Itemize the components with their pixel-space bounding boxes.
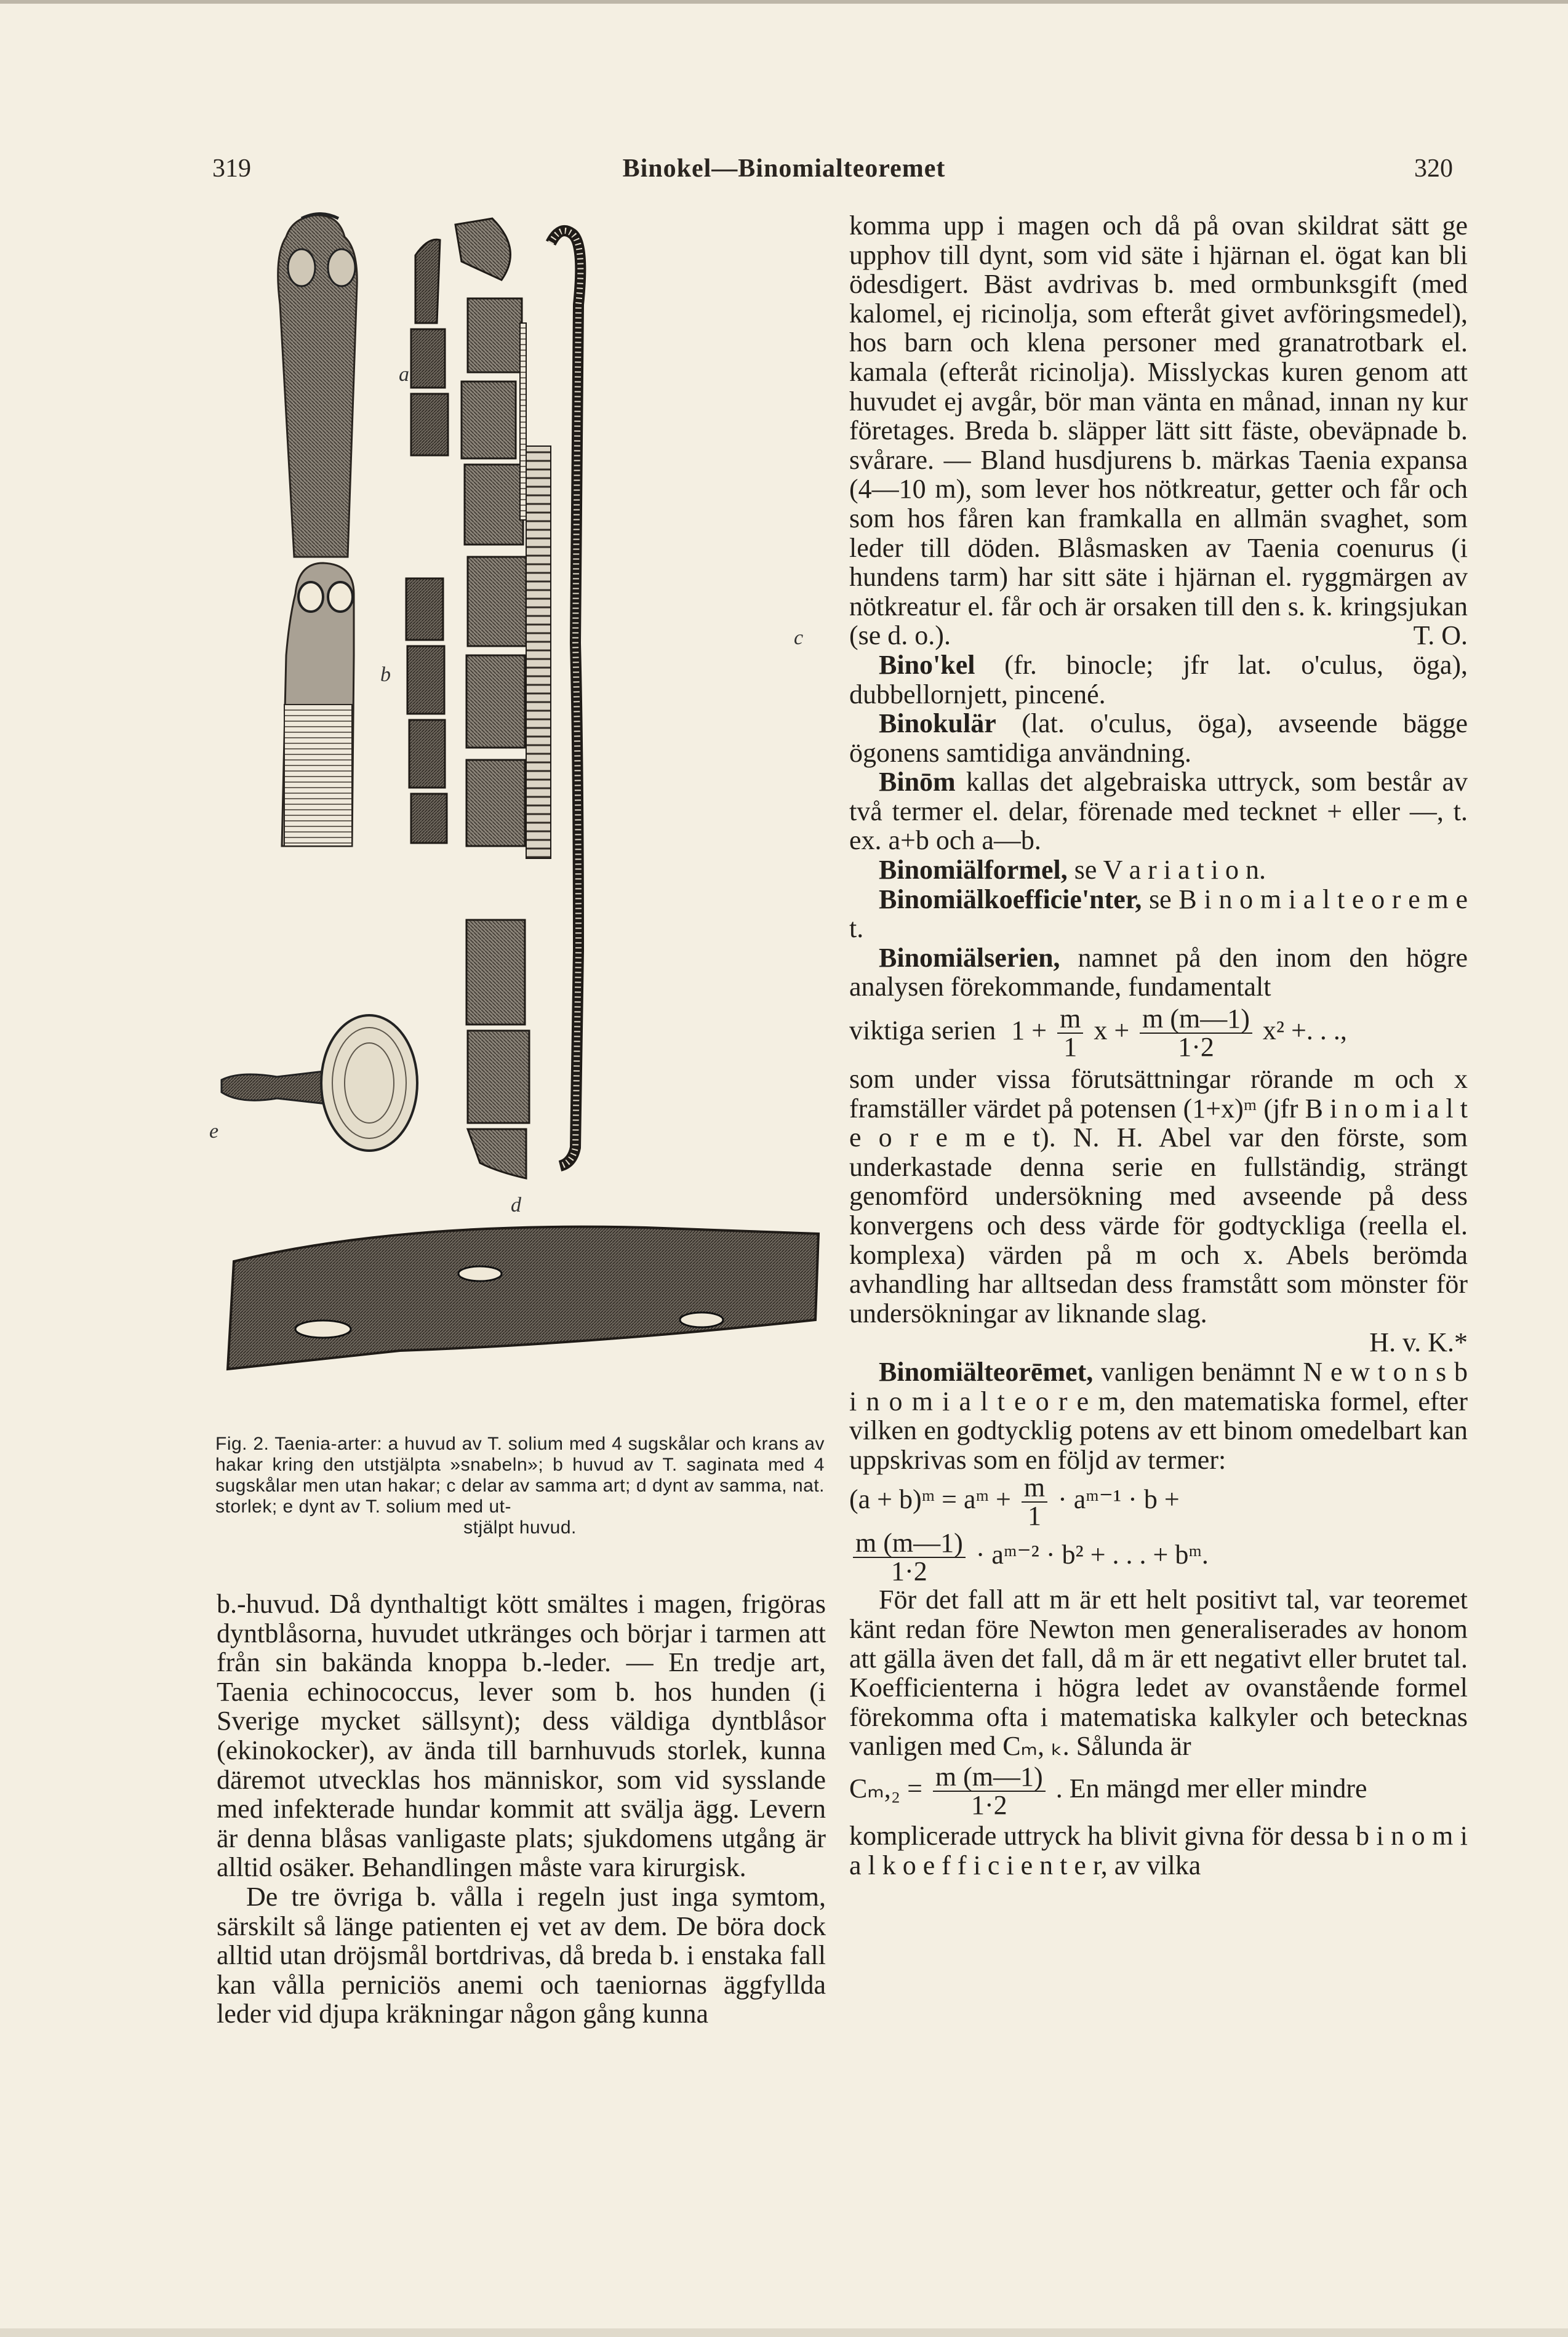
eq1-right: · aᵐ⁻¹ · b +	[1058, 1484, 1180, 1515]
figure-label-e: e	[209, 1120, 219, 1143]
series-end: x² +. . .,	[1262, 1015, 1347, 1046]
right-paragraph-1	[849, 211, 1468, 650]
page-number-left: 319	[212, 154, 251, 183]
figure-e-solium-cyst	[222, 1015, 417, 1151]
entry-binomialformel-text: se V a r i a t i o n.	[1074, 855, 1266, 885]
series-formula	[849, 1005, 1468, 1061]
eq2-f-den: 1·2	[891, 1556, 927, 1587]
figure-caption	[215, 1434, 825, 1538]
left-paragraph-1: b.-huvud. Då dynthaltigt kött smältes i magen, frigöras dyntblåsorna, huvudet utkränges och börjar i tarmen att från sin bakända knoppa b.-leder. — En tredje art, Taenia echinococcus, lever som b. hos hunden (i Sverige mycket sällsynt); dess väldiga dyntblåsor (ekinokocker), av ända till barnhuvuds storlek, kunna däremot utvecklas hos människor, som vid sysslande med infekterade hundar kommit att svälja ägg. Levern är denna blåsas vanligaste plats; sjukdomens utgång är alltid osäker. Behandlingen måste vara kirurgisk.	[217, 1589, 826, 1883]
series-f1-den: 1	[1063, 1032, 1078, 1063]
cm-fraction	[933, 1761, 1046, 1820]
binomial-equation-line-2	[849, 1530, 1468, 1585]
series-mid: x +	[1094, 1015, 1130, 1046]
cm-f-num: m (m—1)	[933, 1764, 1046, 1792]
series-f2-den: 1·2	[1178, 1032, 1214, 1063]
signature-to: T. O.	[1413, 620, 1468, 651]
figure-caption-end: stjälpt huvud.	[463, 1517, 577, 1538]
eq2-fraction	[853, 1530, 966, 1585]
cm-f-den: 1·2	[970, 1789, 1007, 1820]
figure-d-large-segment	[228, 1227, 818, 1369]
figure-c-segments-left	[406, 239, 448, 843]
page-top-edge	[0, 0, 1568, 4]
figure-label-d: d	[511, 1194, 521, 1216]
entry-binomialserien-text: namnet på den inom den högre analysen förekommande, fundamentalt	[849, 942, 1468, 1002]
eq2-f-num: m (m—1)	[853, 1530, 966, 1558]
entry-binokular-text: (lat. o'culus, öga), avseende bägge ögonens samtidiga användning.	[849, 708, 1468, 768]
paragraph-final: För det fall att m är ett helt positivt tal, var teoremet känt redan före Newton men generaliserades av honom att gälla även det fall, då m är ett negativt eller brutet tal. Koefficienterna i högra ledet av ovanstående formel förekomma ofta i matematiska kalkyler och betecknas vanligen med Cₘ, ₖ. Sålunda är	[849, 1584, 1468, 1762]
eq1-f-num: m	[1022, 1474, 1047, 1503]
right-column	[849, 211, 1468, 1880]
headword-binomialteoremet: Binomiälteorēmet,	[879, 1356, 1094, 1387]
entry-binomialserien-text2: som under vissa förutsättningar rörande m och x framställer värdet på potensen (1+x)ᵐ (jfr B i n o m i a l t e o r e m e t). N. H. Abel var den förste, som underkastade denna serie en fullständig, strängt genomförd undersökning med avseende på dess konvergens och dess värde för godtyckliga (reella el. komplexa) värden på m och x. Abels berömda avhandling har alltsedan dess framstått som mönster för undersökningar av liknande slag.	[849, 1064, 1468, 1328]
headword-binomialserien: Binomiälserien,	[879, 942, 1060, 973]
eq1-fraction	[1022, 1474, 1047, 1530]
headword-binom: Binōm	[879, 767, 956, 797]
series-fraction-2	[1140, 1005, 1252, 1061]
eq1-left: (a + b)ᵐ = aᵐ +	[849, 1484, 1011, 1515]
figure-c-segments-middle	[455, 218, 529, 1178]
page-bottom-edge	[0, 2328, 1568, 2337]
series-prefix: viktiga serien	[849, 1015, 996, 1046]
running-title: Binokel—Binomialteoremet	[622, 154, 946, 183]
series-f1-num: m	[1057, 1005, 1083, 1034]
entry-binom-text: kallas det algebraiska uttryck, som består av två termer el. delar, förenade med tecknet + eller —, t. ex. a+b och a—b.	[849, 767, 1468, 856]
series-fraction-1	[1057, 1005, 1083, 1061]
entry-binokular	[849, 709, 1468, 767]
figure-b-saginata-head	[282, 563, 354, 846]
entry-binomialserien-continued	[849, 1065, 1468, 1328]
figure-label-a: a	[399, 363, 409, 386]
entry-binokel	[849, 650, 1468, 709]
entry-binokel-text: (fr. binocle; jfr lat. o'culus, öga), dubbellornjett, pincené.	[849, 649, 1468, 709]
figure-c-long-strand	[520, 231, 580, 1166]
series-one: 1 +	[1011, 1015, 1047, 1046]
right-paragraph-1-text: komma upp i magen och då på ovan skildrat sätt ge upphov till dynt, som vid säte i hjärnan el. ögat kan bli ödesdigert. Bäst avdrivas b. med ormbunksgift (med kalomel, ej ricinolja, som efteråt givet avföringsmedel), hos barn och klena personer med granatrotbark el. kamala (efteråt ricinolja). Misslyckas kuren genom att huvudet ej avgår, bör man vänta en månad, innan ny kur företages. Breda b. släpper lätt sitt fäste, obeväpnade b. svårare. — Bland husdjurens b. märkas Taenia expansa (4—10 m), som lever hos nötkreatur, getter och får och som hos fåren kan framkalla en allmän svaghet, som leder till döden. Blåsmasken av Taenia coenurus (i hundens tarm) har sitt säte i hjärnan el. ryggmärgen av nötkreatur el. får och är orsaken till den s. k. kringsjukan (se d. o.).	[849, 210, 1468, 651]
figure-a-solium-head	[278, 214, 358, 557]
entry-binomialserien	[849, 943, 1468, 1002]
entry-binomialteoremet-text: vanligen benämnt N e w t o n s b i n o m i a l t e o r e m, den matematiska formel, efter vilken en godtycklig potens av ett binom omedelbart kan uppskrivas som en följd av termer:	[849, 1356, 1468, 1475]
eq1-f-den: 1	[1027, 1501, 1041, 1532]
left-column	[217, 1589, 826, 2029]
paragraph-last: komplicerade uttryck ha blivit givna för dessa b i n o m i a l k o e f f i c i e n t e r, av vilka	[849, 1820, 1468, 1880]
entry-binomialkoefficienter-text: se B i n o m i a l t e o r e m e t.	[849, 884, 1468, 944]
coefficient-formula	[849, 1761, 1468, 1820]
entry-binomialkoefficienter	[849, 885, 1468, 943]
series-f2-num: m (m—1)	[1140, 1005, 1252, 1034]
figure-label-c: c	[794, 626, 804, 649]
page-number-right: 320	[1414, 154, 1453, 183]
figure-label-b: b	[380, 663, 391, 686]
binomial-equation-line-1	[849, 1474, 1468, 1530]
entry-binomialformel	[849, 855, 1468, 885]
cm-lhs: Cₘ,₂ =	[849, 1773, 922, 1804]
left-paragraph-2: De tre övriga b. vålla i regeln just inga symtom, särskilt så länge patienten ej vet av dem. De böra dock alltid utan dröjsmål bortdrivas, då breda b. i enstaka fall kan vålla perniciös anemi och taeniornas äggfyllda leder vid djupa kräkningar någon gång kunna	[217, 1881, 826, 2029]
taenia-illustration	[215, 212, 825, 1434]
entry-binomialteoremet	[849, 1357, 1468, 1474]
headword-binokel: Bino'kel	[879, 649, 975, 680]
headword-binomialformel: Binomiälformel,	[879, 855, 1068, 885]
entry-binom	[849, 767, 1468, 855]
headword-binokular: Binokulär	[879, 708, 996, 739]
signature-hvk: H. v. K.*	[1369, 1327, 1468, 1358]
figure-caption-text: Fig. 2. Taenia-arter: a huvud av T. solium med 4 sugskålar och krans av hakar kring den utstjälpta »snabeln»; b huvud av T. saginata med 4 sugskålar men utan hakar; c delar av samma art; d dynt av samma, nat. storlek; e dynt av T. solium med ut-	[215, 1434, 825, 1517]
cm-rhs: . En mängd mer eller mindre	[1055, 1773, 1367, 1804]
headword-binomialkoefficienter: Binomiälkoefficie'nter,	[879, 884, 1142, 914]
eq2-right: · aᵐ⁻² · b² + . . . + bᵐ.	[975, 1540, 1209, 1570]
